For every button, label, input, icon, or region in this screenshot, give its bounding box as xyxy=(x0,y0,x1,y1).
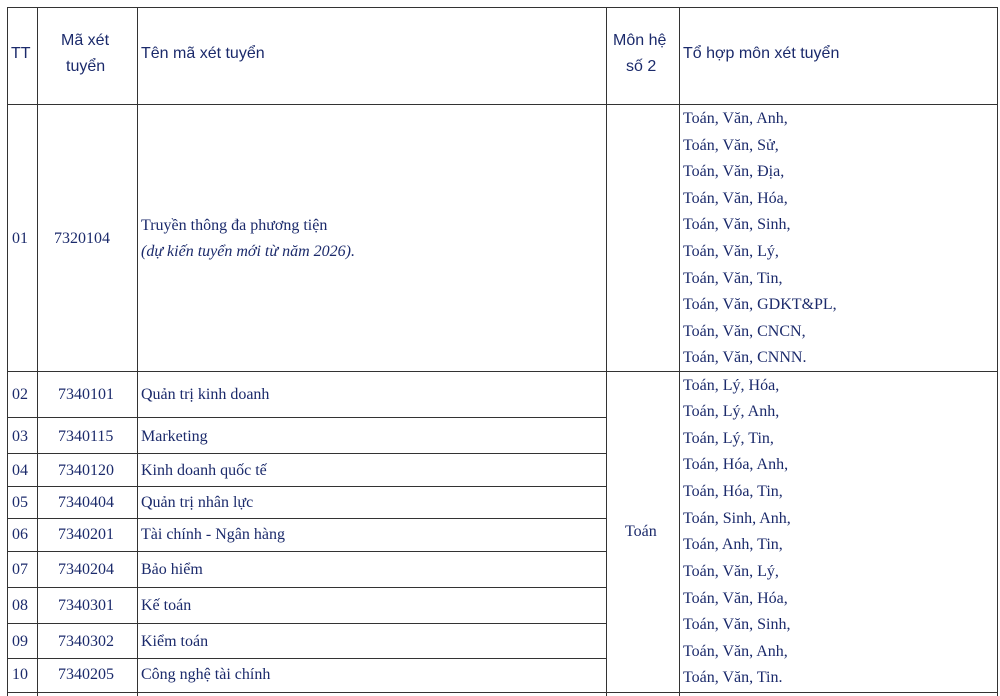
row-ma: 7340120 xyxy=(58,462,114,479)
row-ma: 7340115 xyxy=(58,428,114,445)
row-tt: 01 xyxy=(12,230,28,247)
row-tt: 06 xyxy=(12,526,28,543)
row-ma: 7340301 xyxy=(58,597,114,614)
combo-item: Toán, Văn, Anh, xyxy=(683,110,788,127)
row-ten: Kinh doanh quốc tế xyxy=(141,462,267,479)
row-ten: Quản trị kinh doanh xyxy=(141,386,270,403)
row-divider xyxy=(7,453,607,454)
combo-item: Toán, Anh, Tin, xyxy=(683,536,783,553)
row-ma: 7340201 xyxy=(58,526,114,543)
row-ma: 7320104 xyxy=(54,230,110,247)
row-ten: Công nghệ tài chính xyxy=(141,666,271,683)
combo-item: Toán, Văn, GDKT&PL, xyxy=(683,296,837,313)
combo-item: Toán, Hóa, Tin, xyxy=(683,483,783,500)
row-tt: 02 xyxy=(12,386,28,403)
combo-item: Toán, Văn, Sinh, xyxy=(683,616,791,633)
combo-item: Toán, Văn, CNNN. xyxy=(683,349,807,366)
row-tt: 08 xyxy=(12,597,28,614)
combo-item: Toán, Văn, Tin. xyxy=(683,669,783,686)
header-ma-line2: tuyển xyxy=(66,58,106,75)
combo-item: Toán, Văn, Anh, xyxy=(683,643,788,660)
header-ma-line1: Mã xét xyxy=(61,32,110,49)
combo-item: Toán, Văn, Lý, xyxy=(683,243,779,260)
row-tt: 03 xyxy=(12,428,28,445)
combo-item: Toán, Hóa, Anh, xyxy=(683,456,789,473)
combo-item: Toán, Sinh, Anh, xyxy=(683,510,791,527)
header-mon-line2: số 2 xyxy=(626,58,657,75)
row-divider xyxy=(7,518,607,519)
column-divider xyxy=(606,7,607,696)
combo-item: Toán, Văn, Sinh, xyxy=(683,216,791,233)
column-divider xyxy=(137,7,138,696)
header-tt: TT xyxy=(11,45,31,62)
row-ten: Marketing xyxy=(141,428,208,445)
row-ma: 7340204 xyxy=(58,561,114,578)
row-divider xyxy=(7,417,607,418)
row-divider xyxy=(7,587,607,588)
combo-item: Toán, Văn, Lý, xyxy=(683,563,779,580)
combo-item: Toán, Lý, Anh, xyxy=(683,403,780,420)
combo-item: Toán, Văn, Tin, xyxy=(683,270,783,287)
combo-item: Toán, Lý, Hóa, xyxy=(683,377,780,394)
row-divider xyxy=(7,623,607,624)
table-border-left xyxy=(7,7,8,696)
header-mon-line1: Môn hệ xyxy=(613,32,667,49)
row-divider xyxy=(7,551,607,552)
row-ten: Bảo hiểm xyxy=(141,561,203,578)
row-ma: 7340302 xyxy=(58,633,114,650)
row-ten: Quản trị nhân lực xyxy=(141,494,254,511)
combo-item: Toán, Văn, Hóa, xyxy=(683,590,788,607)
row-note: (dự kiến tuyển mới từ năm 2026). xyxy=(141,243,355,260)
row-tt: 07 xyxy=(12,561,28,578)
row-ma: 7340205 xyxy=(58,666,114,683)
row-divider xyxy=(7,371,998,372)
row-ten: Kiểm toán xyxy=(141,633,209,650)
row-divider xyxy=(7,692,998,693)
row-divider xyxy=(7,486,607,487)
header-divider xyxy=(7,104,998,105)
row-tt: 10 xyxy=(12,666,28,683)
header-tohop: Tổ hợp môn xét tuyển xyxy=(683,45,840,62)
row-tt: 04 xyxy=(12,462,28,479)
row-ten: Kế toán xyxy=(141,597,192,614)
row-divider xyxy=(7,658,607,659)
row-ten: Truyền thông đa phương tiện xyxy=(141,217,328,234)
combo-item: Toán, Văn, Địa, xyxy=(683,163,785,180)
combo-item: Toán, Văn, Hóa, xyxy=(683,190,788,207)
row-ma: 7340101 xyxy=(58,386,114,403)
group-mon-he-so-2: Toán xyxy=(625,523,657,540)
combo-item: Toán, Văn, CNCN, xyxy=(683,323,806,340)
row-tt: 09 xyxy=(12,633,28,650)
combo-item: Toán, Văn, Sử, xyxy=(683,137,779,154)
table-border-right xyxy=(997,7,998,696)
column-divider xyxy=(679,7,680,696)
header-ten: Tên mã xét tuyển xyxy=(141,45,265,62)
row-tt: 05 xyxy=(12,494,28,511)
combo-item: Toán, Lý, Tin, xyxy=(683,430,774,447)
table-border-top xyxy=(7,7,998,8)
column-divider xyxy=(37,7,38,696)
row-ten: Tài chính - Ngân hàng xyxy=(141,526,285,543)
row-ma: 7340404 xyxy=(58,494,114,511)
